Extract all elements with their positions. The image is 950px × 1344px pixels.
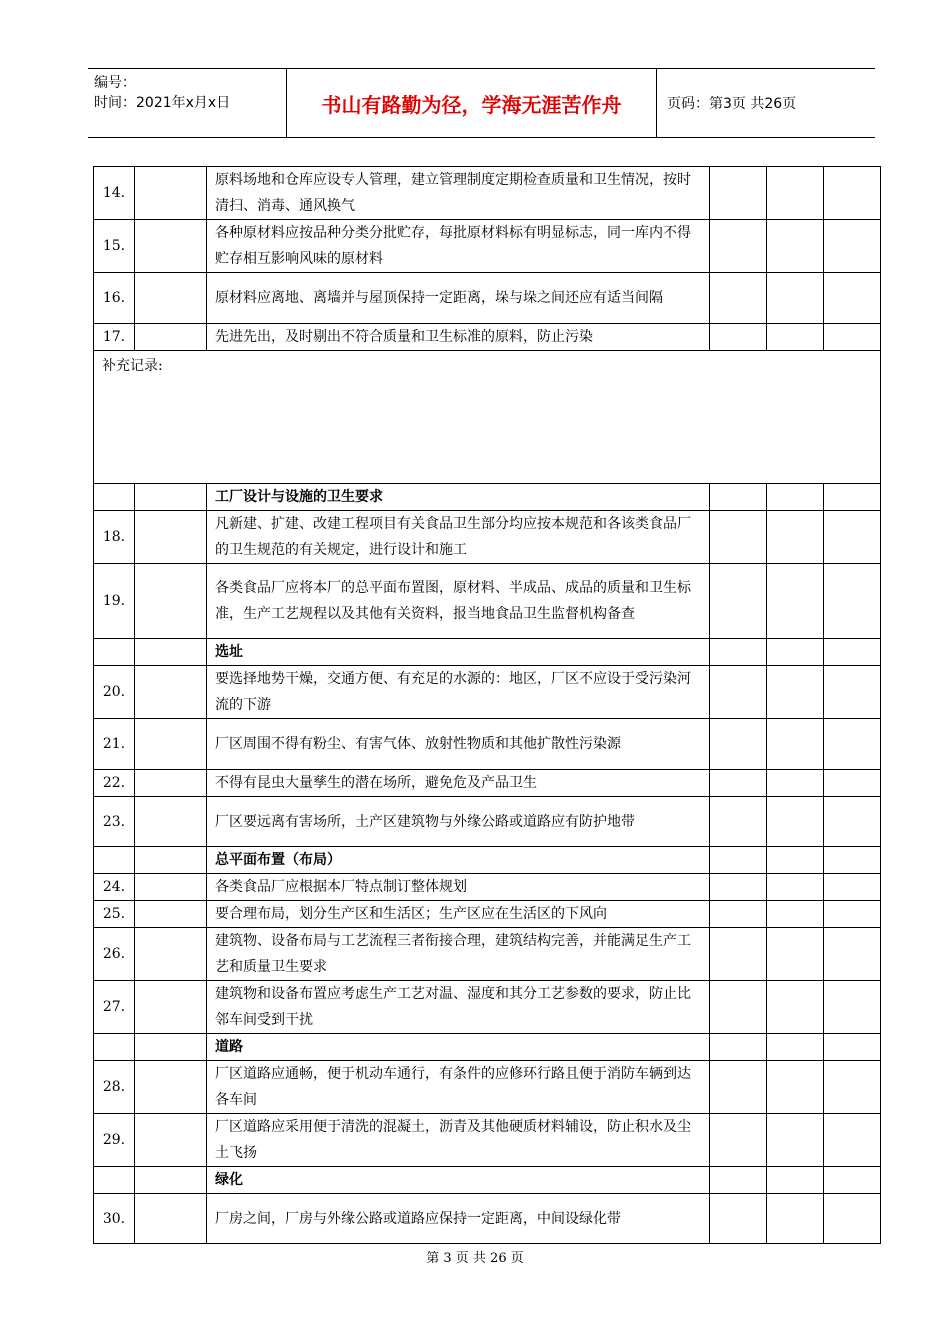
check-cell-1 bbox=[710, 511, 767, 564]
item-number: 27. bbox=[94, 981, 135, 1034]
header-page-info: 页码：第3页 共26页 bbox=[667, 96, 797, 112]
section-title: 工厂设计与设施的卫生要求 bbox=[207, 484, 710, 511]
check-cell-2 bbox=[767, 847, 824, 874]
table-row bbox=[94, 770, 881, 797]
document-time: 时间：2021年x月x日 bbox=[94, 95, 231, 111]
category-cell bbox=[135, 564, 207, 639]
category-cell bbox=[135, 847, 207, 874]
supplementary-notes-label: 补充记录: bbox=[94, 351, 881, 484]
check-cell-1 bbox=[710, 1034, 767, 1061]
requirement-text: 各类食品厂应将本厂的总平面布置图，原材料、半成品、成品的质量和卫生标准，生产工艺规程以及其他有关资料，报当地食品卫生监督机构备查 bbox=[207, 564, 710, 639]
check-cell-2 bbox=[767, 220, 824, 273]
category-cell bbox=[135, 666, 207, 719]
item-number bbox=[94, 1034, 135, 1061]
check-cell-2 bbox=[767, 981, 824, 1034]
requirement-text: 建筑物和设备布置应考虑生产工艺对温、湿度和其分工艺参数的要求，防止比邻车间受到干扰 bbox=[207, 981, 710, 1034]
check-cell-3 bbox=[824, 666, 881, 719]
item-number: 17. bbox=[94, 324, 135, 351]
item-number: 21. bbox=[94, 719, 135, 770]
check-cell-1 bbox=[710, 167, 767, 220]
requirement-text: 不得有昆虫大量孳生的潜在场所，避免危及产品卫生 bbox=[207, 770, 710, 797]
check-cell-3 bbox=[824, 1061, 881, 1114]
table-row bbox=[94, 981, 881, 1034]
table-row bbox=[94, 1114, 881, 1167]
requirement-text: 建筑物、设备布局与工艺流程三者衔接合理，建筑结构完善，并能满足生产工艺和质量卫生要求 bbox=[207, 928, 710, 981]
check-cell-3 bbox=[824, 1194, 881, 1244]
document-number-label: 编号： bbox=[94, 75, 136, 91]
check-cell-2 bbox=[767, 1061, 824, 1114]
requirement-text: 厂区道路应通畅，便于机动车通行，有条件的应修环行路且便于消防车辆到达各车间 bbox=[207, 1061, 710, 1114]
category-cell bbox=[135, 1034, 207, 1061]
check-cell-1 bbox=[710, 901, 767, 928]
category-cell bbox=[135, 511, 207, 564]
header-motto: 书山有路勤为径，学海无涯苦作舟 bbox=[286, 69, 657, 137]
table-row bbox=[94, 1194, 881, 1244]
requirement-text: 各类食品厂应根据本厂特点制订整体规划 bbox=[207, 874, 710, 901]
category-cell bbox=[135, 1194, 207, 1244]
check-cell-3 bbox=[824, 167, 881, 220]
check-cell-3 bbox=[824, 770, 881, 797]
requirement-text: 先进先出，及时剔出不符合质量和卫生标准的原料，防止污染 bbox=[207, 324, 710, 351]
section-title: 绿化 bbox=[207, 1167, 710, 1194]
check-cell-2 bbox=[767, 874, 824, 901]
item-number: 15. bbox=[94, 220, 135, 273]
check-cell-3 bbox=[824, 928, 881, 981]
check-cell-1 bbox=[710, 928, 767, 981]
category-cell bbox=[135, 981, 207, 1034]
check-cell-2 bbox=[767, 1167, 824, 1194]
requirement-text: 凡新建、扩建、改建工程项目有关食品卫生部分均应按本规范和各该类食品厂的卫生规范的有关规定，进行设计和施工 bbox=[207, 511, 710, 564]
check-cell-1 bbox=[710, 719, 767, 770]
item-number: 28. bbox=[94, 1061, 135, 1114]
requirement-text: 要选择地势干燥，交通方便、有充足的水源的：地区，厂区不应设于受污染河流的下游 bbox=[207, 666, 710, 719]
table-row bbox=[94, 901, 881, 928]
check-cell-2 bbox=[767, 770, 824, 797]
check-cell-3 bbox=[824, 564, 881, 639]
requirement-text: 要合理布局，划分生产区和生活区；生产区应在生活区的下风向 bbox=[207, 901, 710, 928]
item-number: 18. bbox=[94, 511, 135, 564]
check-cell-3 bbox=[824, 1034, 881, 1061]
check-cell-1 bbox=[710, 981, 767, 1034]
check-cell-1 bbox=[710, 564, 767, 639]
table-row bbox=[94, 220, 881, 273]
check-cell-1 bbox=[710, 1194, 767, 1244]
item-number bbox=[94, 1167, 135, 1194]
category-cell bbox=[135, 928, 207, 981]
check-cell-3 bbox=[824, 901, 881, 928]
check-cell-1 bbox=[710, 1061, 767, 1114]
item-number: 29. bbox=[94, 1114, 135, 1167]
item-number: 22. bbox=[94, 770, 135, 797]
check-cell-1 bbox=[710, 874, 767, 901]
check-cell-2 bbox=[767, 1034, 824, 1061]
supplementary-notes-row bbox=[94, 351, 881, 484]
table-row bbox=[94, 324, 881, 351]
inspection-checklist-table bbox=[93, 166, 881, 1244]
check-cell-2 bbox=[767, 167, 824, 220]
requirement-text: 原料场地和仓库应设专人管理，建立管理制度定期检查质量和卫生情况，按时清扫、消毒、通风换气 bbox=[207, 167, 710, 220]
section-header-row bbox=[94, 639, 881, 666]
item-number: 30. bbox=[94, 1194, 135, 1244]
requirement-text: 厂房之间，厂房与外缘公路或道路应保持一定距离，中间设绿化带 bbox=[207, 1194, 710, 1244]
item-number: 24. bbox=[94, 874, 135, 901]
item-number: 25. bbox=[94, 901, 135, 928]
table-row bbox=[94, 511, 881, 564]
check-cell-1 bbox=[710, 484, 767, 511]
table-row bbox=[94, 928, 881, 981]
check-cell-1 bbox=[710, 639, 767, 666]
check-cell-3 bbox=[824, 1114, 881, 1167]
check-cell-1 bbox=[710, 847, 767, 874]
category-cell bbox=[135, 1114, 207, 1167]
item-number: 19. bbox=[94, 564, 135, 639]
section-title: 总平面布置（布局） bbox=[207, 847, 710, 874]
check-cell-3 bbox=[824, 719, 881, 770]
requirement-text: 厂区道路应采用便于清洗的混凝土，沥青及其他硬质材料辅设，防止积水及尘土飞扬 bbox=[207, 1114, 710, 1167]
section-header-row bbox=[94, 1167, 881, 1194]
check-cell-2 bbox=[767, 1114, 824, 1167]
section-title: 道路 bbox=[207, 1034, 710, 1061]
section-header-row bbox=[94, 1034, 881, 1061]
check-cell-2 bbox=[767, 928, 824, 981]
check-cell-1 bbox=[710, 797, 767, 847]
check-cell-3 bbox=[824, 797, 881, 847]
check-cell-1 bbox=[710, 1114, 767, 1167]
check-cell-2 bbox=[767, 639, 824, 666]
check-cell-1 bbox=[710, 770, 767, 797]
check-cell-2 bbox=[767, 666, 824, 719]
category-cell bbox=[135, 484, 207, 511]
table-row bbox=[94, 1061, 881, 1114]
check-cell-1 bbox=[710, 220, 767, 273]
check-cell-1 bbox=[710, 324, 767, 351]
check-cell-2 bbox=[767, 484, 824, 511]
check-cell-1 bbox=[710, 1167, 767, 1194]
item-number: 14. bbox=[94, 167, 135, 220]
category-cell bbox=[135, 639, 207, 666]
section-title: 选址 bbox=[207, 639, 710, 666]
table-row bbox=[94, 564, 881, 639]
section-header-row bbox=[94, 484, 881, 511]
requirement-text: 原材料应离地、离墙并与屋顶保持一定距离，垛与垛之间还应有适当间隔 bbox=[207, 273, 710, 324]
table-row bbox=[94, 797, 881, 847]
check-cell-3 bbox=[824, 511, 881, 564]
item-number: 23. bbox=[94, 797, 135, 847]
category-cell bbox=[135, 324, 207, 351]
check-cell-2 bbox=[767, 1194, 824, 1244]
item-number: 16. bbox=[94, 273, 135, 324]
category-cell bbox=[135, 220, 207, 273]
check-cell-3 bbox=[824, 1167, 881, 1194]
check-cell-2 bbox=[767, 273, 824, 324]
check-cell-2 bbox=[767, 719, 824, 770]
check-cell-1 bbox=[710, 273, 767, 324]
check-cell-3 bbox=[824, 324, 881, 351]
check-cell-2 bbox=[767, 797, 824, 847]
category-cell bbox=[135, 770, 207, 797]
check-cell-3 bbox=[824, 874, 881, 901]
check-cell-3 bbox=[824, 220, 881, 273]
check-cell-3 bbox=[824, 484, 881, 511]
check-cell-2 bbox=[767, 564, 824, 639]
section-header-row bbox=[94, 847, 881, 874]
item-number bbox=[94, 639, 135, 666]
requirement-text: 厂区周围不得有粉尘、有害气体、放射性物质和其他扩散性污染源 bbox=[207, 719, 710, 770]
table-row bbox=[94, 167, 881, 220]
requirement-text: 厂区要远离有害场所，土产区建筑物与外缘公路或道路应有防护地带 bbox=[207, 797, 710, 847]
category-cell bbox=[135, 797, 207, 847]
category-cell bbox=[135, 167, 207, 220]
category-cell bbox=[135, 901, 207, 928]
category-cell bbox=[135, 1167, 207, 1194]
table-row bbox=[94, 666, 881, 719]
check-cell-3 bbox=[824, 273, 881, 324]
header-meta bbox=[88, 69, 286, 137]
category-cell bbox=[135, 273, 207, 324]
page-footer: 第 3 页 共 26 页 bbox=[426, 1251, 524, 1266]
check-cell-2 bbox=[767, 511, 824, 564]
item-number: 20. bbox=[94, 666, 135, 719]
table-row bbox=[94, 273, 881, 324]
check-cell-2 bbox=[767, 324, 824, 351]
category-cell bbox=[135, 874, 207, 901]
check-cell-3 bbox=[824, 639, 881, 666]
item-number bbox=[94, 847, 135, 874]
category-cell bbox=[135, 1061, 207, 1114]
table-row bbox=[94, 874, 881, 901]
check-cell-2 bbox=[767, 901, 824, 928]
item-number: 26. bbox=[94, 928, 135, 981]
requirement-text: 各种原材料应按品种分类分批贮存，每批原材料标有明显标志，同一库内不得贮存相互影响风味的原材料 bbox=[207, 220, 710, 273]
table-row bbox=[94, 719, 881, 770]
check-cell-1 bbox=[710, 666, 767, 719]
category-cell bbox=[135, 719, 207, 770]
check-cell-3 bbox=[824, 847, 881, 874]
page-header bbox=[88, 68, 875, 138]
item-number bbox=[94, 484, 135, 511]
check-cell-3 bbox=[824, 981, 881, 1034]
